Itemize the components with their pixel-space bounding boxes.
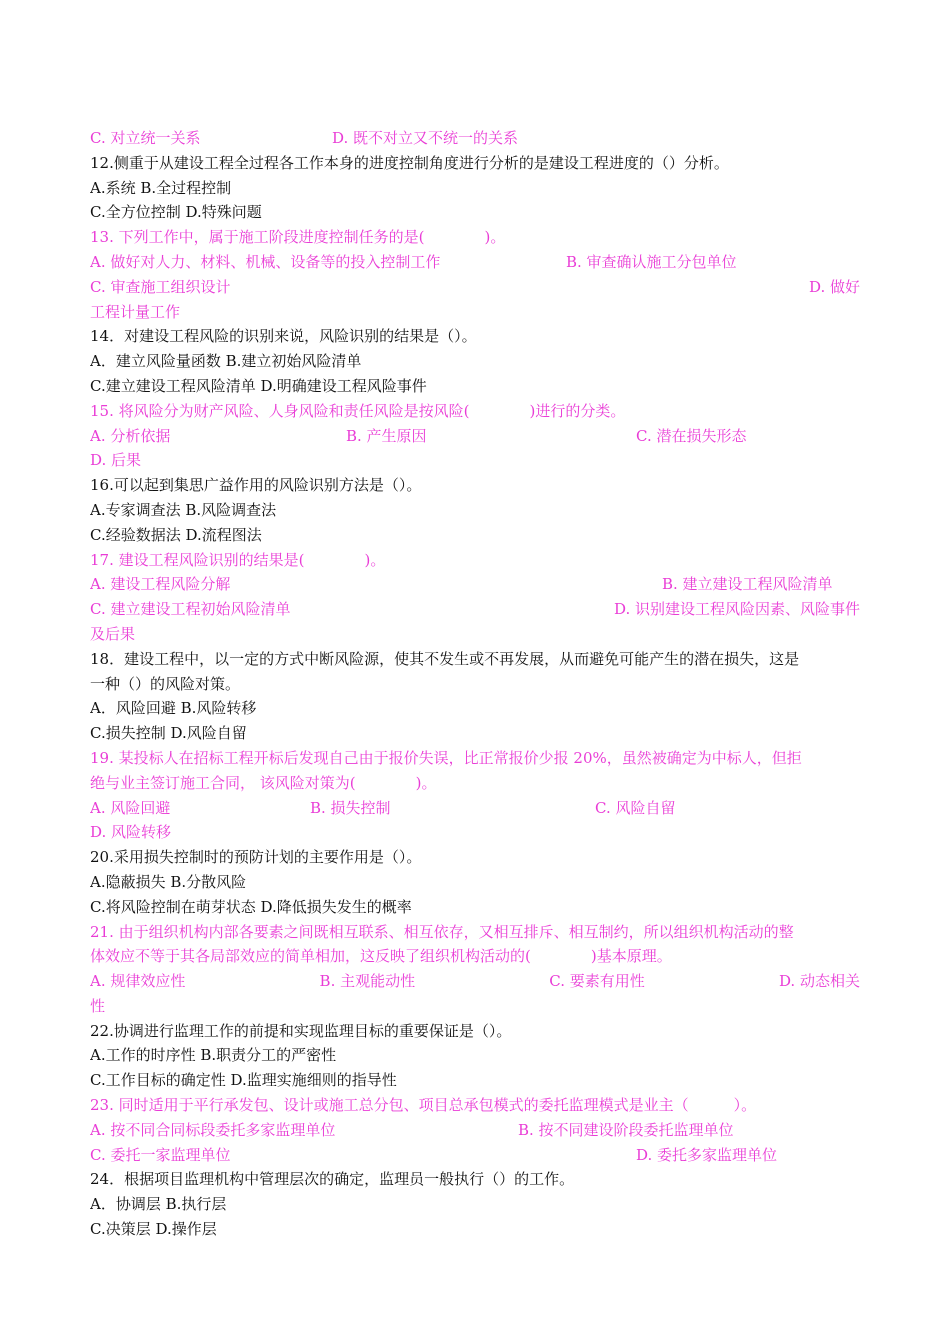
- q22-options-cd: C.工作目标的确定性 D.监理实施细则的指导性: [90, 1071, 397, 1090]
- option-c: C. 审查施工组织设计: [90, 277, 231, 296]
- option-c: C. 要素有用性: [549, 972, 645, 991]
- option-c: C. 潜在损失形态: [636, 426, 747, 445]
- option-b: B. 损失控制: [310, 798, 391, 817]
- question-24: 24．根据项目监理机构中管理层次的确定，监理员一般执行（）的工作。: [90, 1170, 575, 1189]
- question-18: 18．建设工程中，以一定的方式中断风险源，使其不发生或不再发展，从而避免可能产生的潜在损失，这是: [90, 649, 800, 668]
- q13-option-d-continued: 工程计量工作: [90, 302, 181, 321]
- option-d: D. 既不对立又不统一的关系: [332, 129, 519, 147]
- option-c: C. 委托一家监理单位: [90, 1145, 231, 1164]
- question-16: 16.可以起到集思广益作用的风险识别方法是（）。: [90, 476, 422, 495]
- document-page: [90, 126, 860, 1242]
- q24-options-ab: A．协调层 B.执行层: [90, 1195, 227, 1214]
- question-21-continued: 体效应不等于其各局部效应的简单相加，这反映了组织机构活动的( )基本原理。: [90, 947, 672, 966]
- q22-options-ab: A.工作的时序性 B.职责分工的严密性: [90, 1046, 337, 1065]
- option-a: A. 规律效应性: [90, 972, 186, 991]
- q18-options-ab: A．风险回避 B.风险转移: [90, 699, 257, 718]
- option-c: C. 建立建设工程初始风险清单: [90, 600, 291, 619]
- question-19: 19. 某投标人在招标工程开标后发现自己由于报价失误，比正常报价少报 20%，虽然被确定为中标人，但拒: [90, 748, 802, 767]
- q11-options-cd: [90, 126, 860, 151]
- option-d: D. 识别建设工程风险因素、风险事件: [613, 600, 860, 619]
- option-a: A. 风险回避: [90, 798, 171, 817]
- option-b: B. 按不同建设阶段委托监理单位: [518, 1120, 734, 1139]
- option-c: C. 对立统一关系: [90, 129, 201, 147]
- q21-option-d-continued: 性: [90, 996, 106, 1015]
- option-d: D. 动态相关: [778, 972, 860, 991]
- option-a: A. 分析依据: [90, 426, 171, 445]
- q14-options-cd: C.建立建设工程风险清单 D.明确建设工程风险事件: [90, 376, 427, 395]
- q19-option-d: D. 风险转移: [90, 823, 172, 842]
- q13-options-ab: [90, 250, 860, 275]
- question-23: 23. 同时适用于平行承发包、设计或施工总分包、项目总承包模式的委托监理模式是业主（ ）。: [90, 1096, 757, 1115]
- q20-options-ab: A.隐蔽损失 B.分散风险: [90, 872, 247, 891]
- q12-options-ab: A.系统 B.全过程控制: [90, 178, 232, 197]
- q14-options-ab: A．建立风险量函数 B.建立初始风险清单: [90, 352, 362, 371]
- option-b: B. 主观能动性: [319, 972, 416, 991]
- option-a: A. 建设工程风险分解: [90, 575, 231, 594]
- question-13: 13. 下列工作中，属于施工阶段进度控制任务的是( )。: [90, 228, 506, 247]
- q24-options-cd: C.决策层 D.操作层: [90, 1220, 217, 1239]
- q13-options-cd: [90, 275, 860, 300]
- question-14: 14．对建设工程风险的识别来说，风险识别的结果是（）。: [90, 327, 477, 346]
- q17-options-cd: [90, 597, 860, 622]
- question-17: 17. 建设工程风险识别的结果是( )。: [90, 550, 386, 569]
- q20-options-cd: C.将风险控制在萌芽状态 D.降低损失发生的概率: [90, 897, 412, 916]
- q16-options-ab: A.专家调查法 B.风险调查法: [90, 500, 277, 519]
- option-a: A. 按不同合同标段委托多家监理单位: [90, 1120, 336, 1139]
- q21-options-abcd: [90, 969, 860, 994]
- question-21: 21. 由于组织机构内部各要素之间既相互联系、相互依存，又相互排斥、相互制约，所以组织机构活动的整: [90, 922, 794, 941]
- q15-options-abc: [90, 424, 860, 449]
- question-19-continued: 绝与业主签订施工合同， 该风险对策为( )。: [90, 773, 437, 792]
- q17-option-d-continued: 及后果: [90, 624, 136, 643]
- q23-options-cd: [90, 1143, 860, 1168]
- question-22: 22.协调进行监理工作的前提和实现监理目标的重要保证是（）。: [90, 1021, 512, 1040]
- question-20: 20.采用损失控制时的预防计划的主要作用是（）。: [90, 848, 422, 867]
- q23-options-ab: [90, 1118, 860, 1143]
- q15-option-d: D. 后果: [90, 451, 142, 470]
- q19-options-abc: [90, 796, 860, 821]
- option-b: B. 建立建设工程风险清单: [662, 575, 833, 594]
- question-15: 15. 将风险分为财产风险、人身风险和责任风险是按风险( )进行的分类。: [90, 401, 626, 420]
- question-18-continued: 一种（）的风险对策。: [90, 674, 241, 693]
- option-d: D. 委托多家监理单位: [636, 1145, 778, 1164]
- option-b: B. 产生原因: [346, 426, 427, 445]
- option-d: D. 做好: [808, 277, 860, 296]
- q12-options-cd: C.全方位控制 D.特殊问题: [90, 203, 262, 222]
- q16-options-cd: C.经验数据法 D.流程图法: [90, 525, 262, 544]
- q17-options-ab: [90, 572, 860, 597]
- option-b: B. 审查确认施工分包单位: [566, 252, 737, 271]
- option-a: A. 做好对人力、材料、机械、设备等的投入控制工作: [90, 252, 441, 271]
- option-c: C. 风险自留: [595, 798, 676, 817]
- q18-options-cd: C.损失控制 D.风险自留: [90, 724, 247, 743]
- question-12: 12.侧重于从建设工程全过程各工作本身的进度控制角度进行分析的是建设工程进度的（）分析。: [90, 153, 729, 172]
